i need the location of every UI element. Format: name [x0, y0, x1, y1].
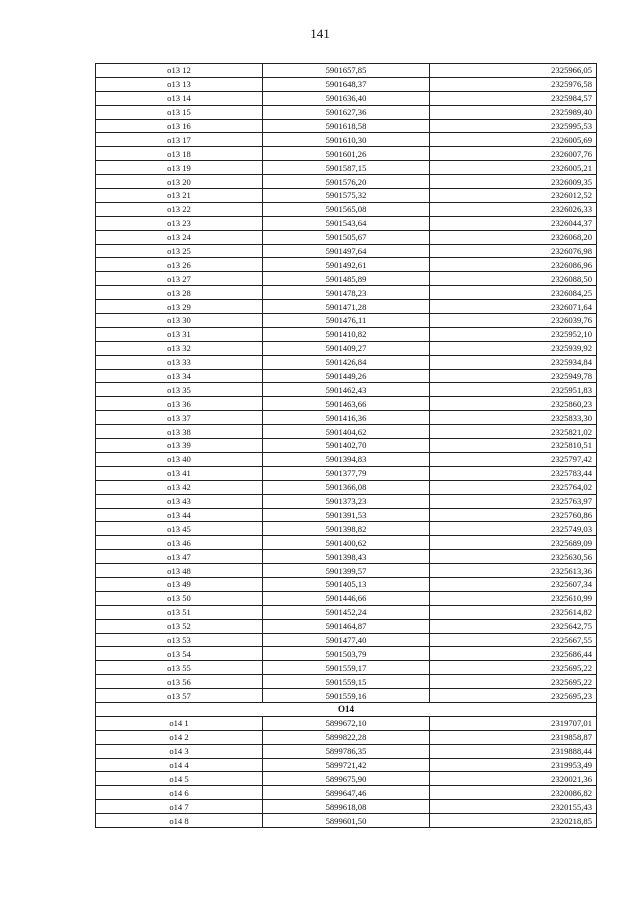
y-coordinate-cell: 2325810,51 [430, 439, 597, 453]
point-name-cell: o13 29 [96, 300, 263, 314]
y-coordinate-cell: 2325939,92 [430, 341, 597, 355]
point-name-cell: o13 34 [96, 369, 263, 383]
table-row [96, 91, 597, 105]
point-name-cell: o13 48 [96, 564, 263, 578]
x-coordinate-cell: 5901618,58 [263, 119, 430, 133]
point-name-cell: o14 1 [96, 716, 263, 730]
point-name-cell: o14 8 [96, 814, 263, 828]
table-row [96, 814, 597, 828]
table-row [96, 216, 597, 230]
point-name-cell: o13 16 [96, 119, 263, 133]
table-row [96, 175, 597, 189]
y-coordinate-cell: 2325976,58 [430, 77, 597, 91]
y-coordinate-cell: 2326068,20 [430, 230, 597, 244]
x-coordinate-cell: 5901559,15 [263, 675, 430, 689]
y-coordinate-cell: 2325783,44 [430, 466, 597, 480]
point-name-cell: o13 37 [96, 411, 263, 425]
point-name-cell: o13 50 [96, 591, 263, 605]
y-coordinate-cell: 2325821,02 [430, 425, 597, 439]
x-coordinate-cell: 5901400,62 [263, 536, 430, 550]
point-name-cell: o13 57 [96, 689, 263, 703]
point-name-cell: o13 52 [96, 619, 263, 633]
y-coordinate-cell: 2326009,35 [430, 175, 597, 189]
point-name-cell: o14 3 [96, 744, 263, 758]
point-name-cell: o13 19 [96, 161, 263, 175]
y-coordinate-cell: 2326088,50 [430, 272, 597, 286]
point-name-cell: o13 15 [96, 105, 263, 119]
x-coordinate-cell: 5901477,40 [263, 633, 430, 647]
y-coordinate-cell: 2326086,96 [430, 258, 597, 272]
table-row [96, 619, 597, 633]
x-coordinate-cell: 5901627,36 [263, 105, 430, 119]
point-name-cell: o13 31 [96, 327, 263, 341]
point-name-cell: o13 55 [96, 661, 263, 675]
y-coordinate-cell: 2326071,64 [430, 300, 597, 314]
table-row [96, 550, 597, 564]
x-coordinate-cell: 5901452,24 [263, 605, 430, 619]
table-row [96, 647, 597, 661]
x-coordinate-cell: 5901575,32 [263, 189, 430, 203]
table-row [96, 230, 597, 244]
x-coordinate-cell: 5901398,82 [263, 522, 430, 536]
table-row [96, 425, 597, 439]
point-name-cell: o13 32 [96, 341, 263, 355]
point-name-cell: o13 28 [96, 286, 263, 300]
y-coordinate-cell: 2325607,34 [430, 577, 597, 591]
table-row [96, 675, 597, 689]
y-coordinate-cell: 2325749,03 [430, 522, 597, 536]
table-row [96, 272, 597, 286]
x-coordinate-cell: 5901464,87 [263, 619, 430, 633]
x-coordinate-cell: 5899618,08 [263, 800, 430, 814]
table-row [96, 605, 597, 619]
table-row [96, 633, 597, 647]
y-coordinate-cell: 2325934,84 [430, 355, 597, 369]
x-coordinate-cell: 5901636,40 [263, 91, 430, 105]
table-row [96, 202, 597, 216]
x-coordinate-cell: 5899786,35 [263, 744, 430, 758]
x-coordinate-cell: 5901565,08 [263, 202, 430, 216]
x-coordinate-cell: 5901505,67 [263, 230, 430, 244]
y-coordinate-cell: 2325695,22 [430, 675, 597, 689]
x-coordinate-cell: 5901497,64 [263, 244, 430, 258]
table-row [96, 327, 597, 341]
x-coordinate-cell: 5901587,15 [263, 161, 430, 175]
table-row [96, 244, 597, 258]
point-name-cell: o13 41 [96, 466, 263, 480]
table-row [96, 716, 597, 730]
coordinates-table [95, 63, 597, 828]
y-coordinate-cell: 2325760,86 [430, 508, 597, 522]
table-row [96, 300, 597, 314]
y-coordinate-cell: 2325984,57 [430, 91, 597, 105]
table-row [96, 661, 597, 675]
point-name-cell: o13 22 [96, 202, 263, 216]
y-coordinate-cell: 2319888,44 [430, 744, 597, 758]
x-coordinate-cell: 5901657,85 [263, 64, 430, 78]
x-coordinate-cell: 5899672,10 [263, 716, 430, 730]
point-name-cell: o13 24 [96, 230, 263, 244]
y-coordinate-cell: 2325695,22 [430, 661, 597, 675]
x-coordinate-cell: 5901576,20 [263, 175, 430, 189]
table-row [96, 494, 597, 508]
y-coordinate-cell: 2325764,02 [430, 480, 597, 494]
x-coordinate-cell: 5901399,57 [263, 564, 430, 578]
x-coordinate-cell: 5901559,16 [263, 689, 430, 703]
x-coordinate-cell: 5901373,23 [263, 494, 430, 508]
table-row [96, 147, 597, 161]
table-row [96, 577, 597, 591]
y-coordinate-cell: 2325689,09 [430, 536, 597, 550]
point-name-cell: o13 21 [96, 189, 263, 203]
y-coordinate-cell: 2320021,36 [430, 772, 597, 786]
x-coordinate-cell: 5901648,37 [263, 77, 430, 91]
table-row [96, 480, 597, 494]
x-coordinate-cell: 5901559,17 [263, 661, 430, 675]
table-row [96, 508, 597, 522]
coordinates-table-body [96, 64, 597, 828]
table-row [96, 758, 597, 772]
y-coordinate-cell: 2325860,23 [430, 397, 597, 411]
x-coordinate-cell: 5899675,90 [263, 772, 430, 786]
point-name-cell: o13 20 [96, 175, 263, 189]
x-coordinate-cell: 5901394,83 [263, 452, 430, 466]
table-row [96, 452, 597, 466]
point-name-cell: o13 33 [96, 355, 263, 369]
y-coordinate-cell: 2325614,82 [430, 605, 597, 619]
table-row [96, 800, 597, 814]
page-number: 141 [310, 26, 330, 41]
table-row [96, 189, 597, 203]
x-coordinate-cell: 5901377,79 [263, 466, 430, 480]
point-name-cell: o13 14 [96, 91, 263, 105]
point-name-cell: o13 12 [96, 64, 263, 78]
x-coordinate-cell: 5899721,42 [263, 758, 430, 772]
point-name-cell: o13 39 [96, 439, 263, 453]
point-name-cell: o13 18 [96, 147, 263, 161]
y-coordinate-cell: 2325995,53 [430, 119, 597, 133]
table-row [96, 564, 597, 578]
point-name-cell: o13 51 [96, 605, 263, 619]
table-row [96, 772, 597, 786]
table-row [96, 439, 597, 453]
table-row [96, 383, 597, 397]
y-coordinate-cell: 2325797,42 [430, 452, 597, 466]
point-name-cell: o13 53 [96, 633, 263, 647]
point-name-cell: o13 42 [96, 480, 263, 494]
y-coordinate-cell: 2326007,76 [430, 147, 597, 161]
x-coordinate-cell: 5901398,43 [263, 550, 430, 564]
table-row [96, 341, 597, 355]
point-name-cell: o13 47 [96, 550, 263, 564]
x-coordinate-cell: 5901543,64 [263, 216, 430, 230]
table-row [96, 314, 597, 328]
y-coordinate-cell: 2326084,25 [430, 286, 597, 300]
x-coordinate-cell: 5901463,66 [263, 397, 430, 411]
y-coordinate-cell: 2325949,78 [430, 369, 597, 383]
point-name-cell: o13 27 [96, 272, 263, 286]
point-name-cell: o13 17 [96, 133, 263, 147]
y-coordinate-cell: 2325966,05 [430, 64, 597, 78]
table-row [96, 119, 597, 133]
x-coordinate-cell: 5899647,46 [263, 786, 430, 800]
table-row [96, 411, 597, 425]
point-name-cell: o13 25 [96, 244, 263, 258]
table-row [96, 369, 597, 383]
point-name-cell: o13 26 [96, 258, 263, 272]
section-header-row [96, 702, 597, 716]
x-coordinate-cell: 5901366,08 [263, 480, 430, 494]
table-row [96, 730, 597, 744]
point-name-cell: o14 6 [96, 786, 263, 800]
point-name-cell: o14 4 [96, 758, 263, 772]
y-coordinate-cell: 2326044,37 [430, 216, 597, 230]
y-coordinate-cell: 2319858,87 [430, 730, 597, 744]
x-coordinate-cell: 5901405,13 [263, 577, 430, 591]
y-coordinate-cell: 2325989,40 [430, 105, 597, 119]
y-coordinate-cell: 2325610,99 [430, 591, 597, 605]
point-name-cell: o13 40 [96, 452, 263, 466]
table-row [96, 786, 597, 800]
point-name-cell: o13 38 [96, 425, 263, 439]
point-name-cell: o14 2 [96, 730, 263, 744]
x-coordinate-cell: 5901409,27 [263, 341, 430, 355]
x-coordinate-cell: 5899601,50 [263, 814, 430, 828]
y-coordinate-cell: 2325686,44 [430, 647, 597, 661]
point-name-cell: o13 30 [96, 314, 263, 328]
table-row [96, 522, 597, 536]
point-name-cell: o13 35 [96, 383, 263, 397]
x-coordinate-cell: 5901492,61 [263, 258, 430, 272]
point-name-cell: o13 54 [96, 647, 263, 661]
x-coordinate-cell: 5901478,23 [263, 286, 430, 300]
y-coordinate-cell: 2320155,43 [430, 800, 597, 814]
table-row [96, 397, 597, 411]
point-name-cell: o13 13 [96, 77, 263, 91]
y-coordinate-cell: 2325613,36 [430, 564, 597, 578]
table-row [96, 466, 597, 480]
x-coordinate-cell: 5901410,82 [263, 327, 430, 341]
x-coordinate-cell: 5901462,43 [263, 383, 430, 397]
y-coordinate-cell: 2325763,97 [430, 494, 597, 508]
table-row [96, 258, 597, 272]
x-coordinate-cell: 5901601,26 [263, 147, 430, 161]
x-coordinate-cell: 5901503,79 [263, 647, 430, 661]
y-coordinate-cell: 2326026,33 [430, 202, 597, 216]
table-row [96, 591, 597, 605]
y-coordinate-cell: 2326012,52 [430, 189, 597, 203]
table-row [96, 744, 597, 758]
y-coordinate-cell: 2320086,82 [430, 786, 597, 800]
x-coordinate-cell: 5901449,26 [263, 369, 430, 383]
point-name-cell: o13 49 [96, 577, 263, 591]
y-coordinate-cell: 2326005,21 [430, 161, 597, 175]
point-name-cell: o13 45 [96, 522, 263, 536]
y-coordinate-cell: 2325667,55 [430, 633, 597, 647]
y-coordinate-cell: 2325833,30 [430, 411, 597, 425]
x-coordinate-cell: 5901476,11 [263, 314, 430, 328]
table-row [96, 286, 597, 300]
x-coordinate-cell: 5901426,84 [263, 355, 430, 369]
x-coordinate-cell: 5901416,36 [263, 411, 430, 425]
y-coordinate-cell: 2325630,56 [430, 550, 597, 564]
table-row [96, 77, 597, 91]
point-name-cell: o13 36 [96, 397, 263, 411]
y-coordinate-cell: 2325951,83 [430, 383, 597, 397]
section-label: O14 [96, 702, 597, 716]
point-name-cell: o14 7 [96, 800, 263, 814]
point-name-cell: o13 46 [96, 536, 263, 550]
table-row [96, 536, 597, 550]
x-coordinate-cell: 5901402,70 [263, 439, 430, 453]
table-row [96, 64, 597, 78]
table-row [96, 105, 597, 119]
x-coordinate-cell: 5901404,62 [263, 425, 430, 439]
y-coordinate-cell: 2325642,75 [430, 619, 597, 633]
y-coordinate-cell: 2326005,69 [430, 133, 597, 147]
table-row [96, 161, 597, 175]
y-coordinate-cell: 2326076,98 [430, 244, 597, 258]
table-row [96, 689, 597, 703]
y-coordinate-cell: 2320218,85 [430, 814, 597, 828]
point-name-cell: o14 5 [96, 772, 263, 786]
y-coordinate-cell: 2325952,10 [430, 327, 597, 341]
y-coordinate-cell: 2319953,49 [430, 758, 597, 772]
x-coordinate-cell: 5901391,53 [263, 508, 430, 522]
x-coordinate-cell: 5899822,28 [263, 730, 430, 744]
y-coordinate-cell: 2326039,76 [430, 314, 597, 328]
point-name-cell: o13 56 [96, 675, 263, 689]
y-coordinate-cell: 2319707,01 [430, 716, 597, 730]
point-name-cell: o13 44 [96, 508, 263, 522]
x-coordinate-cell: 5901485,89 [263, 272, 430, 286]
point-name-cell: o13 23 [96, 216, 263, 230]
point-name-cell: o13 43 [96, 494, 263, 508]
table-row [96, 355, 597, 369]
y-coordinate-cell: 2325695,23 [430, 689, 597, 703]
x-coordinate-cell: 5901610,30 [263, 133, 430, 147]
x-coordinate-cell: 5901471,28 [263, 300, 430, 314]
table-row [96, 133, 597, 147]
x-coordinate-cell: 5901446,66 [263, 591, 430, 605]
